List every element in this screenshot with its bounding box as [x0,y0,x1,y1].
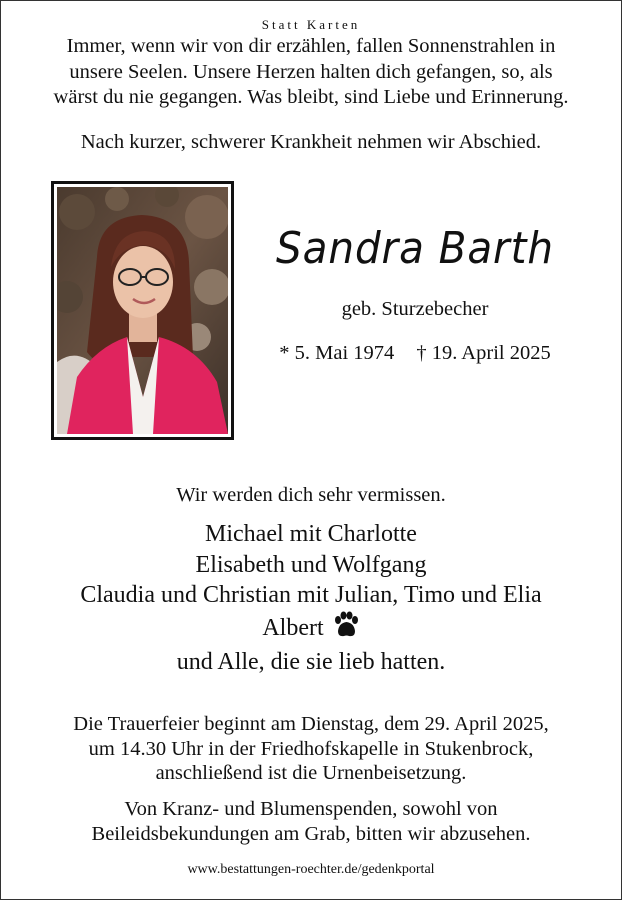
paw-print-icon [332,611,360,648]
service-line: anschließend ist die Urnenbeisetzung. [155,762,467,784]
verse-line: wärst du nie gegangen. Was bleibt, sind Liebe und Erinnerung. [53,86,569,108]
mourner-line: Michael mit Charlotte [205,521,417,547]
verse-line: Immer, wenn wir von dir erzählen, fallen Sonnenstrahlen in [66,35,556,57]
death-date: † 19. April 2025 [416,342,551,364]
life-dates [239,342,591,365]
mourner-line: Claudia und Christian mit Julian, Timo und Elia [80,582,542,608]
portrait-image [57,187,228,434]
donations-line: Beileidsbekundungen am Grab, bitten wir abzusehen. [91,822,531,845]
missed-line: Wir werden dich sehr vermissen. [176,484,446,506]
header-label: Statt Karten [261,17,361,32]
mourner-line: Elisabeth und Wolfgang [195,551,427,578]
mourner-line-with-pet [1,611,621,648]
donations-note [1,797,621,846]
service-info [1,712,621,786]
birth-date: * 5. Mai 1974 [279,342,395,364]
memorial-portal-link[interactable]: www.bestattungen-roechter.de/gedenkportal [187,862,435,877]
portrait-photo [51,181,234,440]
service-line: um 14.30 Uhr in der Friedhofskapelle in Stukenbrock, [88,737,534,760]
memorial-verse [1,34,621,111]
donations-line: Von Kranz- und Blumenspenden, sowohl von [124,798,498,820]
farewell-line: Nach kurzer, schwerer Krankheit nehmen wir Abschied. [80,131,542,153]
verse-line: unsere Seelen. Unsere Herzen halten dich gefangen, so, als [69,60,553,83]
service-line: Die Trauerfeier beginnt am Dienstag, dem 29. April 2025, [73,713,549,735]
mourners-list [1,519,621,678]
maiden-name: geb. Sturzebecher [341,298,489,320]
mourner-name: Albert [262,614,324,641]
mourner-line: und Alle, die sie lieb hatten. [176,649,446,675]
deceased-name: Sandra Barth [276,223,554,274]
